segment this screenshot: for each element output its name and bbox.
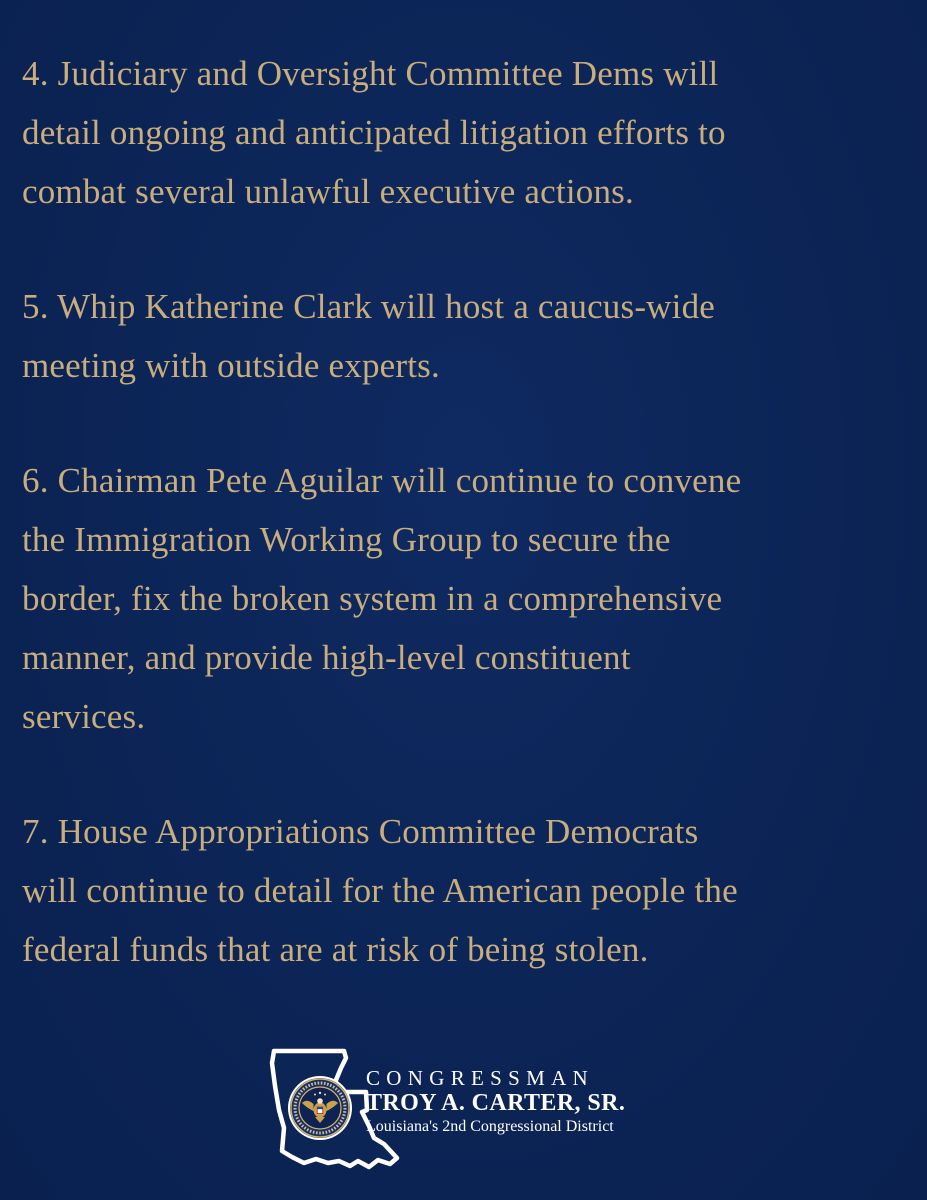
list-item-5-line-1: 5. Whip Katherine Clark will host a caucus-wide	[22, 287, 716, 326]
branding-text	[366, 1066, 686, 1137]
congressman-branding	[266, 1048, 686, 1170]
list-item-6-line-3: border, fix the broken system in a comprehensive	[22, 579, 723, 618]
list-item-7	[22, 802, 912, 979]
list-item-4-line-1: 4. Judiciary and Oversight Committee Dems will	[22, 54, 719, 93]
numbered-list	[22, 44, 912, 979]
list-item-6-line-2: the Immigration Working Group to secure the	[22, 520, 671, 559]
list-item-4	[22, 44, 912, 221]
list-item-7-line-3: federal funds that are at risk of being stolen.	[22, 930, 649, 969]
list-item-5	[22, 277, 912, 395]
list-item-4-line-2: detail ongoing and anticipated litigation efforts to	[22, 113, 726, 152]
list-item-6	[22, 451, 912, 746]
list-item-6-line-4: manner, and provide high-level constituent	[22, 638, 631, 677]
branding-kicker: CONGRESSMAN	[366, 1066, 594, 1090]
district-label: Louisiana's 2nd Congressional District	[366, 1118, 614, 1135]
list-item-6-line-1: 6. Chairman Pete Aguilar will continue to convene	[22, 461, 742, 500]
list-item-5-line-2: meeting with outside experts.	[22, 346, 440, 385]
list-item-7-line-2: will continue to detail for the American people the	[22, 871, 738, 910]
list-item-6-line-5: services.	[22, 697, 146, 736]
list-item-4-line-3: combat several unlawful executive actions.	[22, 172, 634, 211]
congressman-name: TROY A. CARTER, SR.	[366, 1090, 626, 1116]
list-item-7-line-1: 7. House Appropriations Committee Democrats	[22, 812, 699, 851]
